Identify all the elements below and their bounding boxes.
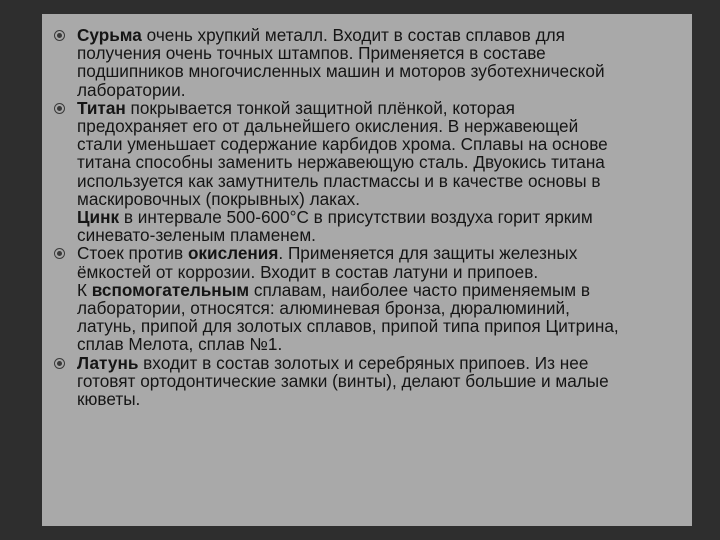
text-line bbox=[77, 172, 692, 190]
bullet-item bbox=[52, 26, 692, 99]
line-text: лаборатории. bbox=[77, 79, 186, 100]
line-text: используется как замутнитель пластмассы и в качестве основы в bbox=[77, 170, 601, 191]
text-line bbox=[77, 244, 692, 262]
line-text: в интервале 500-600°С в присутствии воздуха горит ярким bbox=[119, 207, 593, 228]
line-text: сплав Мелота, сплав №1. bbox=[77, 334, 283, 355]
line-text: маскировочных (покрывных) лаках. bbox=[77, 188, 360, 209]
bullet-item bbox=[52, 244, 692, 353]
line-text: ёмкостей от коррозии. Входит в состав латуни и припоев. bbox=[77, 261, 539, 282]
line-text: кюветы. bbox=[77, 389, 141, 410]
line-text: сплавам, наиболее часто применяемым в bbox=[249, 279, 591, 300]
text-line bbox=[77, 117, 692, 135]
line-text: получения очень точных штампов. Применяется в составе bbox=[77, 43, 546, 64]
text-line bbox=[77, 263, 692, 281]
bold-term: Цинк bbox=[77, 207, 120, 228]
text-line bbox=[77, 44, 692, 62]
line-text: подшипников многочисленных машин и моторов зуботехнической bbox=[77, 61, 605, 82]
text-line bbox=[77, 281, 692, 299]
text-line bbox=[77, 26, 692, 44]
bold-term: Сурьма bbox=[77, 25, 142, 45]
circled-dot-icon bbox=[54, 30, 65, 41]
line-text: готовят ортодонтические замки (винты), делают большие и малые bbox=[77, 370, 609, 391]
bullet-item bbox=[52, 99, 692, 245]
line-text: стали уменьшает содержание карбидов хрома. Сплавы на основе bbox=[77, 134, 608, 155]
text-line bbox=[77, 153, 692, 171]
line-text: . Применяется для защиты железных bbox=[278, 243, 578, 264]
text-line bbox=[77, 62, 692, 80]
line-text: титана способны заменить нержавеющую сталь. Двуокись титана bbox=[77, 152, 605, 173]
text-line bbox=[77, 190, 692, 208]
text-line bbox=[77, 135, 692, 153]
circled-dot-icon bbox=[54, 103, 65, 114]
bullet-list bbox=[52, 26, 692, 408]
line-text: покрывается тонкой защитной плёнкой, которая bbox=[125, 97, 515, 118]
line-text: латунь, припой для золотых сплавов, припой типа припоя Цитрина, bbox=[77, 316, 619, 337]
bold-term: вспомогательным bbox=[91, 279, 250, 300]
text-line bbox=[77, 208, 692, 226]
line-prefix: К bbox=[77, 279, 92, 300]
line-text: очень хрупкий металл. Входит в состав сплавов для bbox=[141, 25, 565, 45]
text-line bbox=[77, 226, 692, 244]
circled-dot-icon bbox=[54, 248, 65, 259]
text-line bbox=[77, 317, 692, 335]
line-text: синевато-зеленым пламенем. bbox=[77, 225, 316, 246]
bold-term: окисления bbox=[187, 243, 279, 264]
bold-term: Титан bbox=[77, 97, 126, 118]
line-text: предохраняет его от дальнейшего окисления. В нержавеющей bbox=[77, 116, 579, 137]
line-text: лаборатории, относятся: алюминевая бронза, дюралюминий, bbox=[77, 298, 570, 319]
bold-term: Латунь bbox=[77, 352, 139, 373]
line-prefix: Стоек против bbox=[77, 243, 188, 264]
text-line bbox=[77, 390, 692, 408]
text-line bbox=[77, 99, 692, 117]
text-line bbox=[77, 81, 692, 99]
circled-dot-icon bbox=[54, 358, 65, 369]
text-line bbox=[77, 299, 692, 317]
line-text: входит в состав золотых и серебряных припоев. Из нее bbox=[138, 352, 589, 373]
text-line bbox=[77, 354, 692, 372]
text-line bbox=[77, 335, 692, 353]
text-line bbox=[77, 372, 692, 390]
bullet-item bbox=[52, 354, 692, 409]
